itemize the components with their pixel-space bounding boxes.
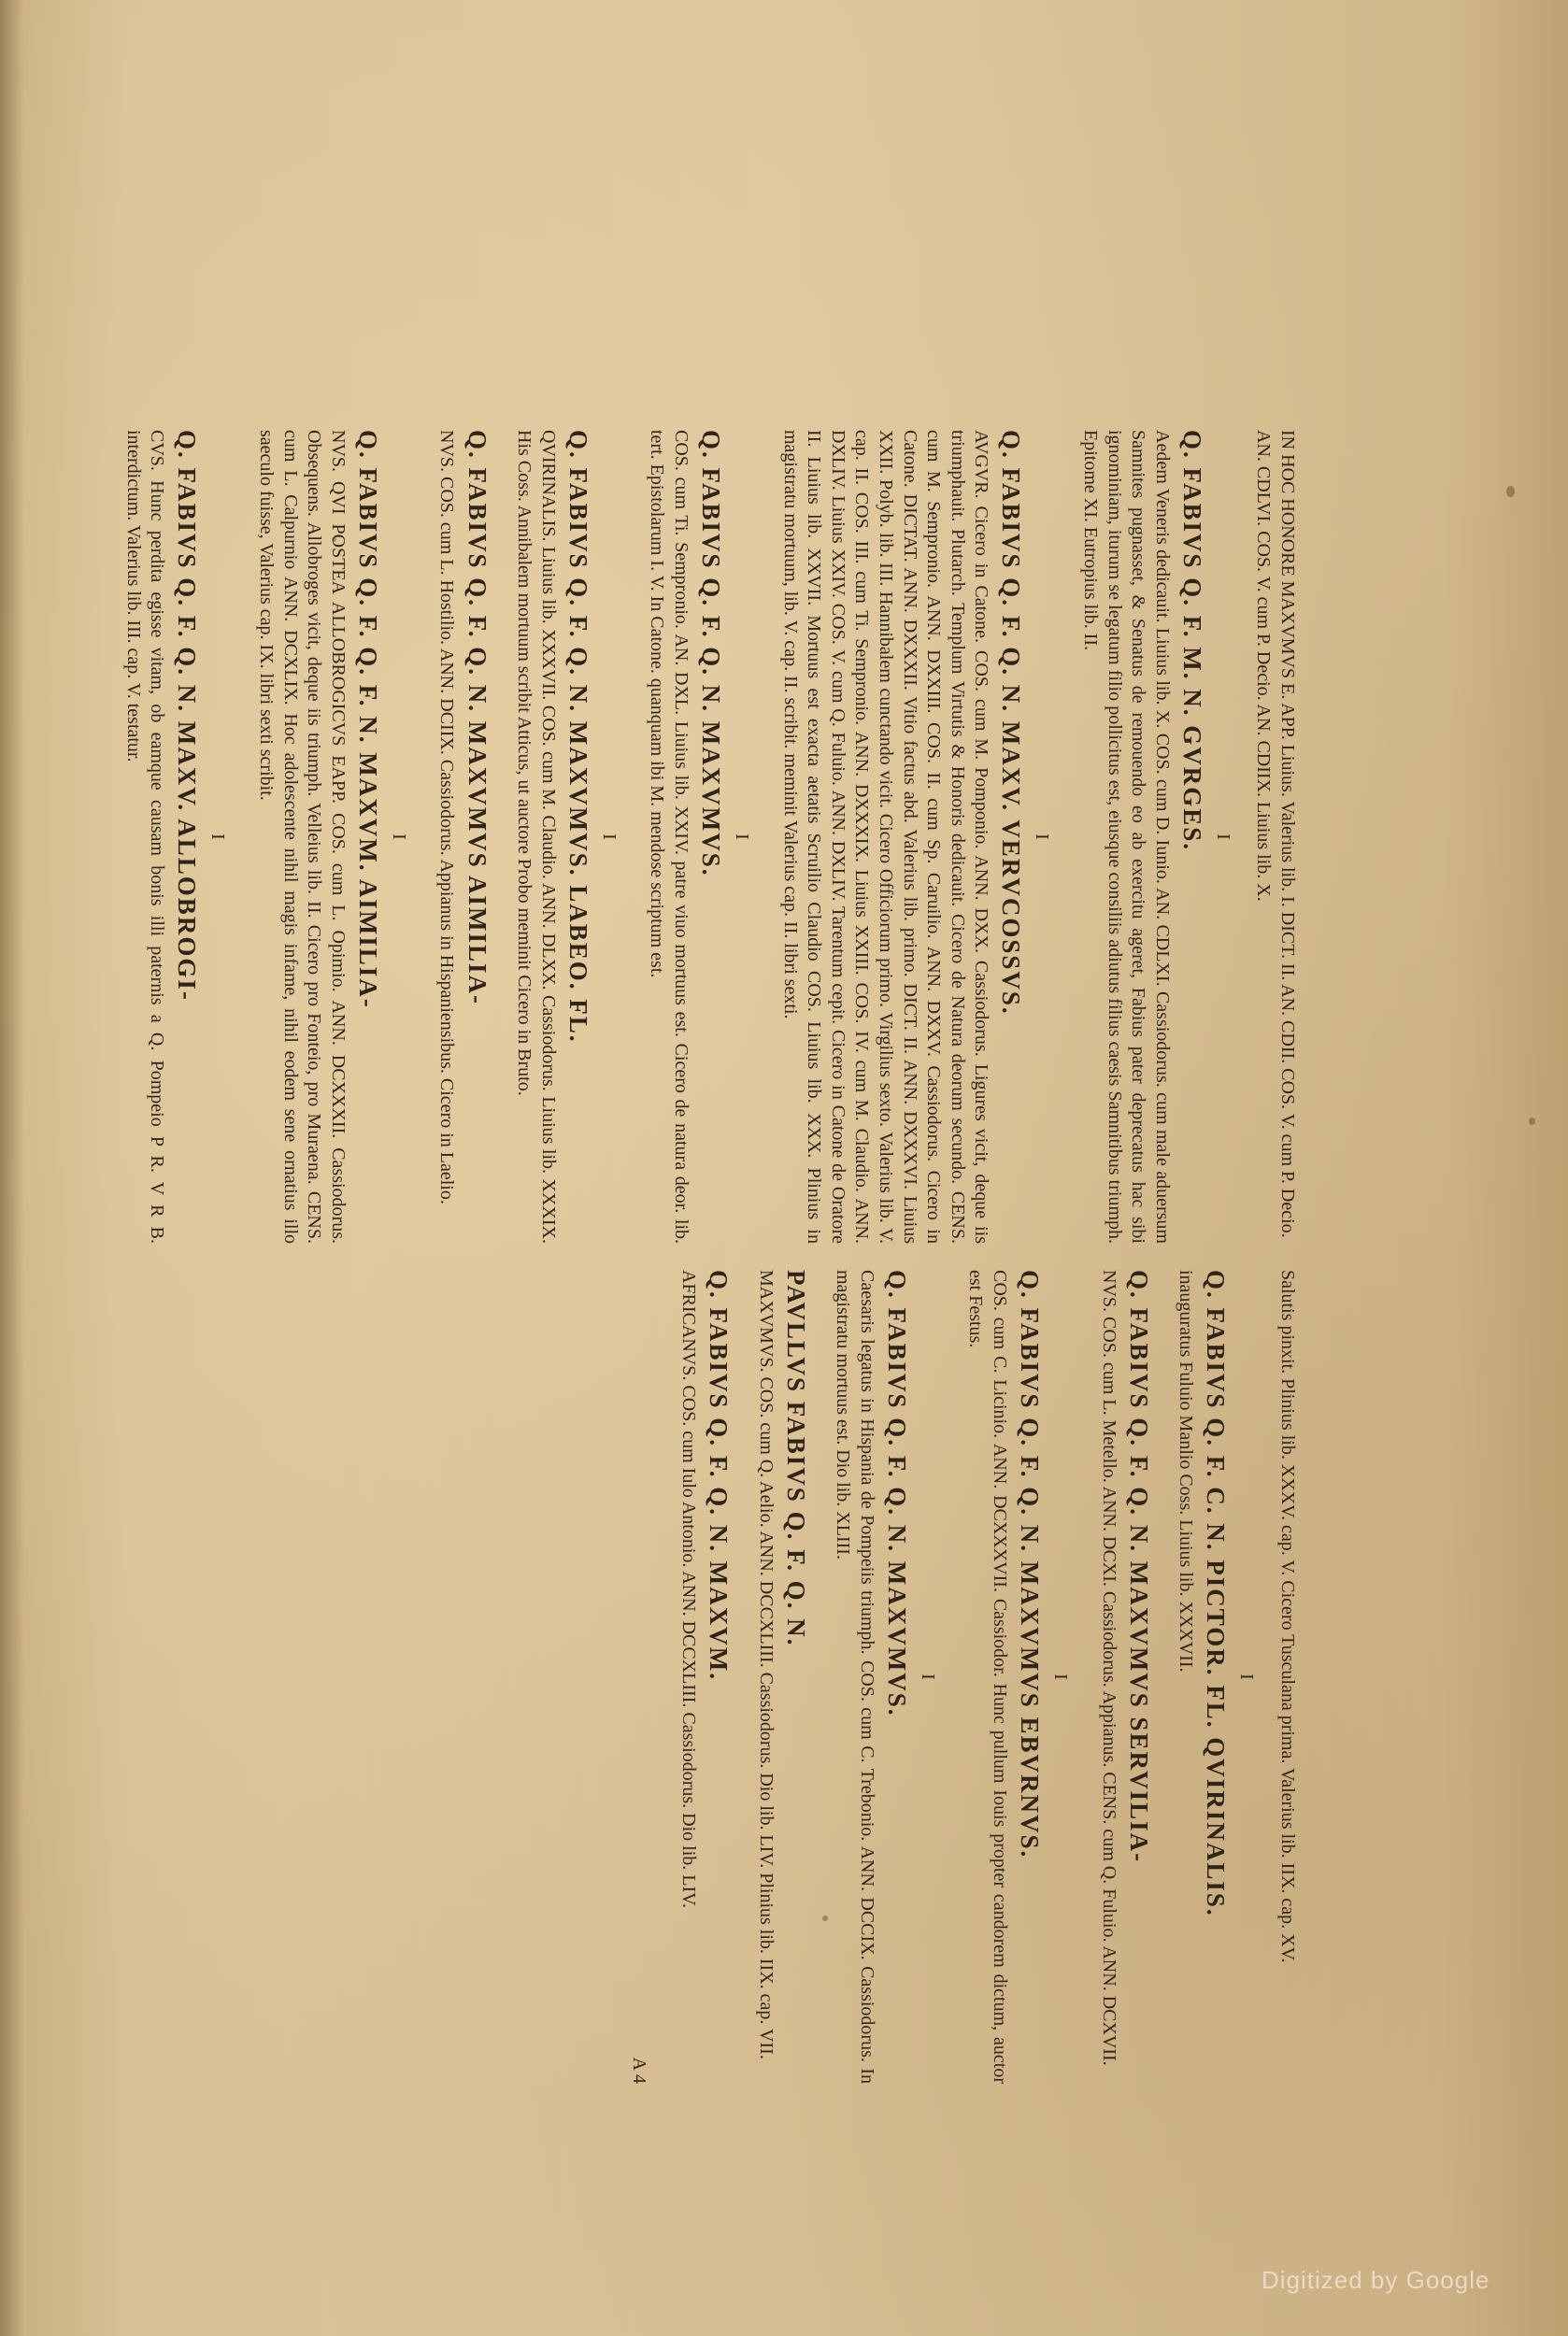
separator: I <box>1212 833 1233 840</box>
entry-body: CVS. Hunc perdita egisse vitam, ob eamque causam bonis illi paternis a Q. Pompeio P R. V R B. interdictum. Valerius lib. III. cap. V. testatur. <box>122 430 168 1244</box>
fasti-entry <box>963 1270 1044 2084</box>
text-column-right <box>196 1270 1299 2084</box>
separator: I <box>388 833 409 840</box>
entry-body: Caesaris legatus in Hispania de Pompeiis triumph. COS. cum C. Trebonio. ANN. DCCIX. Cassiodorus. In magistratu mortuus est. Dio lib. XLIII. <box>833 1270 877 2084</box>
entry-heading: Q. FABIVS Q. F. Q. N. MAXV. VERVCOSSVS. <box>997 430 1026 1016</box>
separator: I <box>732 833 752 840</box>
entry-body: inauguratus Fuluio Manlio Coss. Liuius lib. XXXVII. <box>1176 1270 1197 1673</box>
entry-heading: Q. FABIVS Q. F. Q. N. MAXVM. <box>705 1270 734 1681</box>
entry-heading: Q. FABIVS Q. F. M. N. GVRGES. <box>1177 430 1206 852</box>
entry-heading: Q. FABIVS Q. F. Q. N. MAXVMVS. <box>882 1270 911 1717</box>
entry-body: QVIRINALIS. Liuius lib. XXXVII. COS. cum M. Claudio. ANN. DLXX. Cassiodorus. Liuius lib. XXXIX. His Coss. Annibalem mortuum scribit Atticus, ut auctore Probo meminit Cicero in Bruto. <box>514 430 559 1244</box>
separator: I <box>917 1674 938 1680</box>
signature-mark: A 4 <box>629 2057 650 2084</box>
entry-heading: Q. FABIVS Q. F. C. N. PICTOR. FL. QVIRINALIS. <box>1202 1270 1231 1917</box>
entry-heading: Q. FABIVS Q. F. Q. N. MAXVMVS EBVRNVS. <box>1016 1270 1045 1859</box>
fasti-entry <box>435 430 492 1244</box>
entry-heading: Q. FABIVS Q. F. Q. N. MAXVMVS SERVILIA- <box>1124 1270 1153 1864</box>
fasti-entry <box>1096 1270 1153 2084</box>
entry-body: AVGVR. Cicero in Catone. COS. cum M. Pomponio. ANN. DXX. Cassiodorus. Ligures vicit, deque iis triumphauit. Plutarch. Templum Virtutis & Honoris dedicauit. Cicero de Natura deorum secundo. CENS. cum M. Sempronio. ANN. DXXIII. COS. II. cum Sp. Caruilio. ANN. DXXV. Cassiodorus. Cicero in Catone. DICTAT. ANN. DXXXII. Vitio factus abd. Valerius lib. primo. DICT. II. ANN. DXXXVI. Liuius XXII. Polyb. lib. III. Hannibalem cunctando vicit. Cicero Officiorum primo. Virgilius sexto. Valerius lib. V. cap. II. COS. III. cum Ti. Sempronio. ANN. DXXXIX. Liuius XXIII. COS. IV. cum M. Claudio. ANN. DXLIV. Liuius XXIV. COS. V. cum Q. Fuluio. ANN. DXLIV. Tarentum cepit. Cicero in Catone de Oratore II. Liuius lib. XXVII. Mortuus est exacta aetatis Scruilio Claudio COS. Liuius lib. XXX. Plinius in magistratu mortuum, lib. V. cap. II. scribit. meminit Valerius cap. II. libri sexti. <box>779 430 992 1244</box>
separator: I <box>598 833 620 840</box>
binding-gutter-shadow <box>0 0 24 2336</box>
digitization-watermark: Digitized by Google <box>1262 2266 1490 2294</box>
text-column-left <box>122 430 1299 1244</box>
separator: I <box>1032 833 1053 840</box>
fasti-entry <box>253 430 381 1244</box>
entry-heading: PAVLLVS FABIVS Q. F. Q. N. <box>781 1270 810 1647</box>
entry-body: MAXVMVS. COS. cum Q. Aelio. ANN. DCCXLIII. Cassiodorus. Dio lib. LIV. Plinius lib. IIX. cap. VII. <box>755 1270 777 2059</box>
fasti-entry <box>777 430 1025 1244</box>
entry-heading: Q. FABIVS Q. F. Q. F. N. MAXVM. AIMILIA- <box>353 430 382 1009</box>
entry-body: NVS. COS. cum L. Metello. ANN. DCXI. Cassiodorus. Appianus. CENS. cum Q. Fuluio. ANN. DCXVII. <box>1098 1270 1119 2066</box>
entry-body: COS. cum C. Licinio. ANN. DCXXXVII. Cassiodor. Hunc pullum Iouis propter candorem dictum, auctor est Festus. <box>965 1270 1011 2084</box>
column-top-note: Salutis pinxit. Plinius lib. XXXV. cap. V. Cicero Tusculana prima. Valerius lib. IIX. cap. XV. <box>1277 1270 1298 1963</box>
fasti-entry <box>645 430 725 1244</box>
entry-body: AFRICANVS. COS. cum Iulo Antonio. ANN. DCCXLIII. Cassiodorus. Dio lib. LIV. <box>677 1270 699 1908</box>
entry-heading: Q. FABIVS Q. F. Q. N. MAXV. ALLOBROGI- <box>173 430 202 1002</box>
fasti-entry <box>831 1270 911 2084</box>
column-top-note: IN HOC HONORE MAXVMVS E. APP. Liuius. Valerius lib. I. DICT. II. AN. CDII. COS. V. cum P. Decio. AN. CDLVI. COS. V. cum P. Decio. AN. CDIIX. Liuius lib. X. <box>1253 430 1298 1238</box>
separator: I <box>207 833 229 840</box>
entry-heading: Q. FABIVS Q. F. Q. N. MAXVMVS AIMILIA- <box>463 430 492 1006</box>
entry-body: Aedem Veneris dedicauit. Liuius lib. X. COS. cum D. Iunio. AN. CDLXI. Cassiodorus. cum male aduersum Samnites pugnasset, & Senatus de remouendo eo ab exercitu ageret, Fabius pater deprecatus hac sibi ignominiam, iturum se legatum filio pollicitus est, eiusque consiliis adiutus filius caesis Samnitibus triumph. Epitome XI. Eutropius lib. II. <box>1079 430 1173 1244</box>
fasti-entry <box>753 1270 810 2084</box>
entry-body: NVS. QVI POSTEA ALLOBROGICVS EAPP. COS. cum L. Opimio. ANN. DCXXXII. Cassiodorus. Obsequens. Allobroges vicit, deque iis triumph. Velleius lib. II. Cicero pro Fonteio, pro Muraena. CENS. cum L. Calpurnio ANN. DCXLIX. Hoc adolescente nihil magis infame, nihil eodem sene ornatius illo saeculo fuisse, Valerius cap. IX. libri sexti scribit. <box>256 430 349 1244</box>
entry-body: NVS. COS. cum L. Hostilio. ANN. DCIIX. Cassiodorus. Appianus in Hispaniensibus. Cicero in Laelio. <box>436 430 458 1204</box>
fasti-entry <box>1174 1270 1231 2084</box>
separator: I <box>1050 1674 1072 1680</box>
entry-heading: Q. FABIVS Q. F. Q. N. MAXVMVS. LABEO. FL. <box>563 430 592 1044</box>
entry-body: COS. cum Ti. Sempronio. AN. DXL. Liuius lib. XXIV. patre viuo mortuus est. Cicero de natura deor. lib. tert. Epistolarum I. V. In Catone. quanquam ibi M. mendose scriptum est. <box>647 430 691 1244</box>
separator: I <box>1236 1674 1258 1680</box>
fasti-entry <box>676 1270 733 2084</box>
fasti-entry <box>512 430 592 1244</box>
rotated-text-block <box>122 430 1299 2084</box>
entry-heading: Q. FABIVS Q. F. Q. N. MAXVMVS. <box>697 430 725 877</box>
fasti-entry <box>121 430 201 1244</box>
ink-spot <box>1529 1118 1535 1125</box>
ink-spot <box>1506 486 1515 497</box>
fasti-entry <box>1077 430 1205 1244</box>
